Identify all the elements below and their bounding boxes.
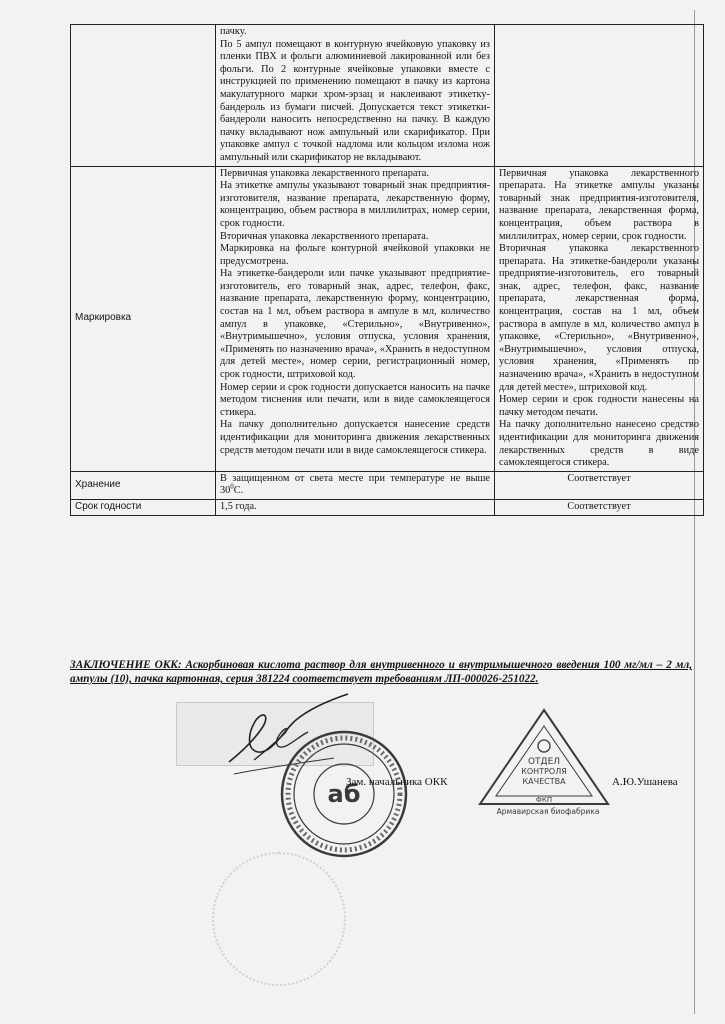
packaging-requirement-cell — [216, 25, 495, 167]
packaging-line-1: пачку. — [220, 26, 247, 37]
table-row-marking — [71, 166, 704, 471]
stamp-line-1: ОТДЕЛ — [527, 757, 561, 767]
storage-result: Соответствует — [495, 471, 704, 499]
marking-result-cell — [495, 166, 704, 471]
department-triangle-stamp — [476, 706, 612, 818]
shelf-life-result: Соответствует — [495, 499, 704, 515]
marking-res-2: Вторичная упаковка лекарственного препарата. На этикетке-бандероли указаны предприятие-изготовитель, его товарный знак, адрес, телефон, факс, название препарата, лекарственная форма, концентрация, состав на 1 мл, объем раствора в ампуле в мл, количество ампул в упаковке, «Стерильно», «Внутривенно», «Внутримышечно», условия отпуска, условия хранения, «Применять по назначению врача», «Хранить в недоступном для детей месте», штриховой код. — [499, 243, 699, 393]
storage-requirement-unit: С. — [233, 485, 244, 497]
marking-res-4: На пачку дополнительно нанесено средство идентификации для мониторинга движения лекарственных средств в виде самоклеящегося стикера. — [499, 419, 699, 469]
signatory-position: Зам. начальника ОКК — [346, 776, 448, 788]
stamp-line-3: КАЧЕСТВА — [522, 777, 566, 786]
round-seal — [278, 728, 410, 860]
quality-control-table — [70, 24, 704, 516]
marking-req-2: На этикетке ампулы указывают товарный знак предприятия-изготовителя, название препарата, лекарственную форму, концентрацию, объем раствора в миллилитрах, номер серии, срок годности. — [220, 180, 490, 229]
marking-req-3: Вторичная упаковка лекарственного препарата. — [220, 230, 429, 242]
storage-requirement-text: В защищенном от света месте при температуре не выше 30 — [220, 472, 490, 497]
svg-text:аб: аб — [327, 780, 361, 808]
qc-conclusion: ЗАКЛЮЧЕНИЕ ОКК: Аскорбиновая кислота раствор для внутривенного и внутримышечного введения 100 мг/мл – 2 мл, ампулы (10), пачка картонная, серия 381224 соответствует требованиям ЛП-000026-251022. — [70, 659, 692, 685]
stamp-line-2: КОНТРОЛЯ — [521, 767, 567, 776]
table-row-storage — [71, 471, 704, 499]
packaging-result-cell — [495, 25, 704, 167]
marking-req-4: Маркировка на фольге контурной ячейковой упаковки не предусмотрена. — [220, 243, 490, 267]
faint-round-imprint — [212, 852, 346, 986]
storage-requirement-cell — [216, 471, 495, 499]
degree-sup: 0 — [230, 482, 234, 491]
marking-res-3: Номер серии и срок годности нанесены на пачку методом печати. — [499, 394, 699, 418]
storage-label: Хранение — [71, 471, 216, 499]
shelf-life-requirement: 1,5 года. — [216, 499, 495, 515]
marking-label: Маркировка — [71, 166, 216, 471]
packaging-line-2: По 5 ампул помещают в контурную ячейковую упаковку из пленки ПВХ и фольги алюминиевой лакированной или без фольги. По 2 контурные ячейковые упаковки вместе с инструкцией по применению помещают в пачку из картона макулатурного марки хром-эрзац и наклеивают этикетку-бандероль из бумаги писчей. Допускается текст этикетки-бандероли наносить непосредственно на пачку. В каждую пачку вкладывают нож ампульный или скарификатор. При упаковке ампул с точкой надлома или кольцом излома нож ампульный или скарификатор не вкладывают. — [220, 38, 490, 163]
signatory-name: А.Ю.Ушанева — [612, 776, 678, 788]
marking-requirement-cell — [216, 166, 495, 471]
packaging-label-cell — [71, 25, 216, 167]
stamp-bottom: ФКП — [535, 796, 553, 804]
marking-req-1: Первичная упаковка лекарственного препарата. — [220, 167, 429, 179]
shelf-life-label: Срок годности — [71, 499, 216, 515]
table-row-shelf-life — [71, 499, 704, 515]
marking-res-1: Первичная упаковка лекарственного препарата. На этикетке ампулы указаны товарный знак предприятия-изготовителя, название препарата, лекарственная форма, концентрация, объем раствора в миллилитрах, номер серии, срок годности. — [499, 167, 699, 242]
marking-req-5: На этикетке-бандероли или пачке указывают предприятие-изготовитель, его товарный знак, адрес, телефон, факс, название препарата, лекарственную форму, концентрацию, состав на 1 мл, объем раствора в ампуле в мл, количество ампул в упаковке, «Стерильно», «Внутривенно», «Внутримышечно», условия отпуска, условия хранения, «Применять по назначению врача», «Хранить в недоступном для детей месте», номер серии, регистрационный номер, срок годности, штриховой код. — [220, 268, 490, 381]
marking-req-6: Номер серии и срок годности допускается наносить на пачке методом тиснения или печати, или в виде самоклеящегося стикера. — [220, 381, 490, 418]
stamp-caption: Армавирская биофабрика — [496, 807, 600, 816]
table-row-packaging — [71, 25, 704, 167]
marking-req-7: На пачку дополнительно допускается нанесение средств идентификации для мониторинга движения лекарственных средств методом печати или в виде самоклеящегося стикера. — [220, 419, 490, 456]
